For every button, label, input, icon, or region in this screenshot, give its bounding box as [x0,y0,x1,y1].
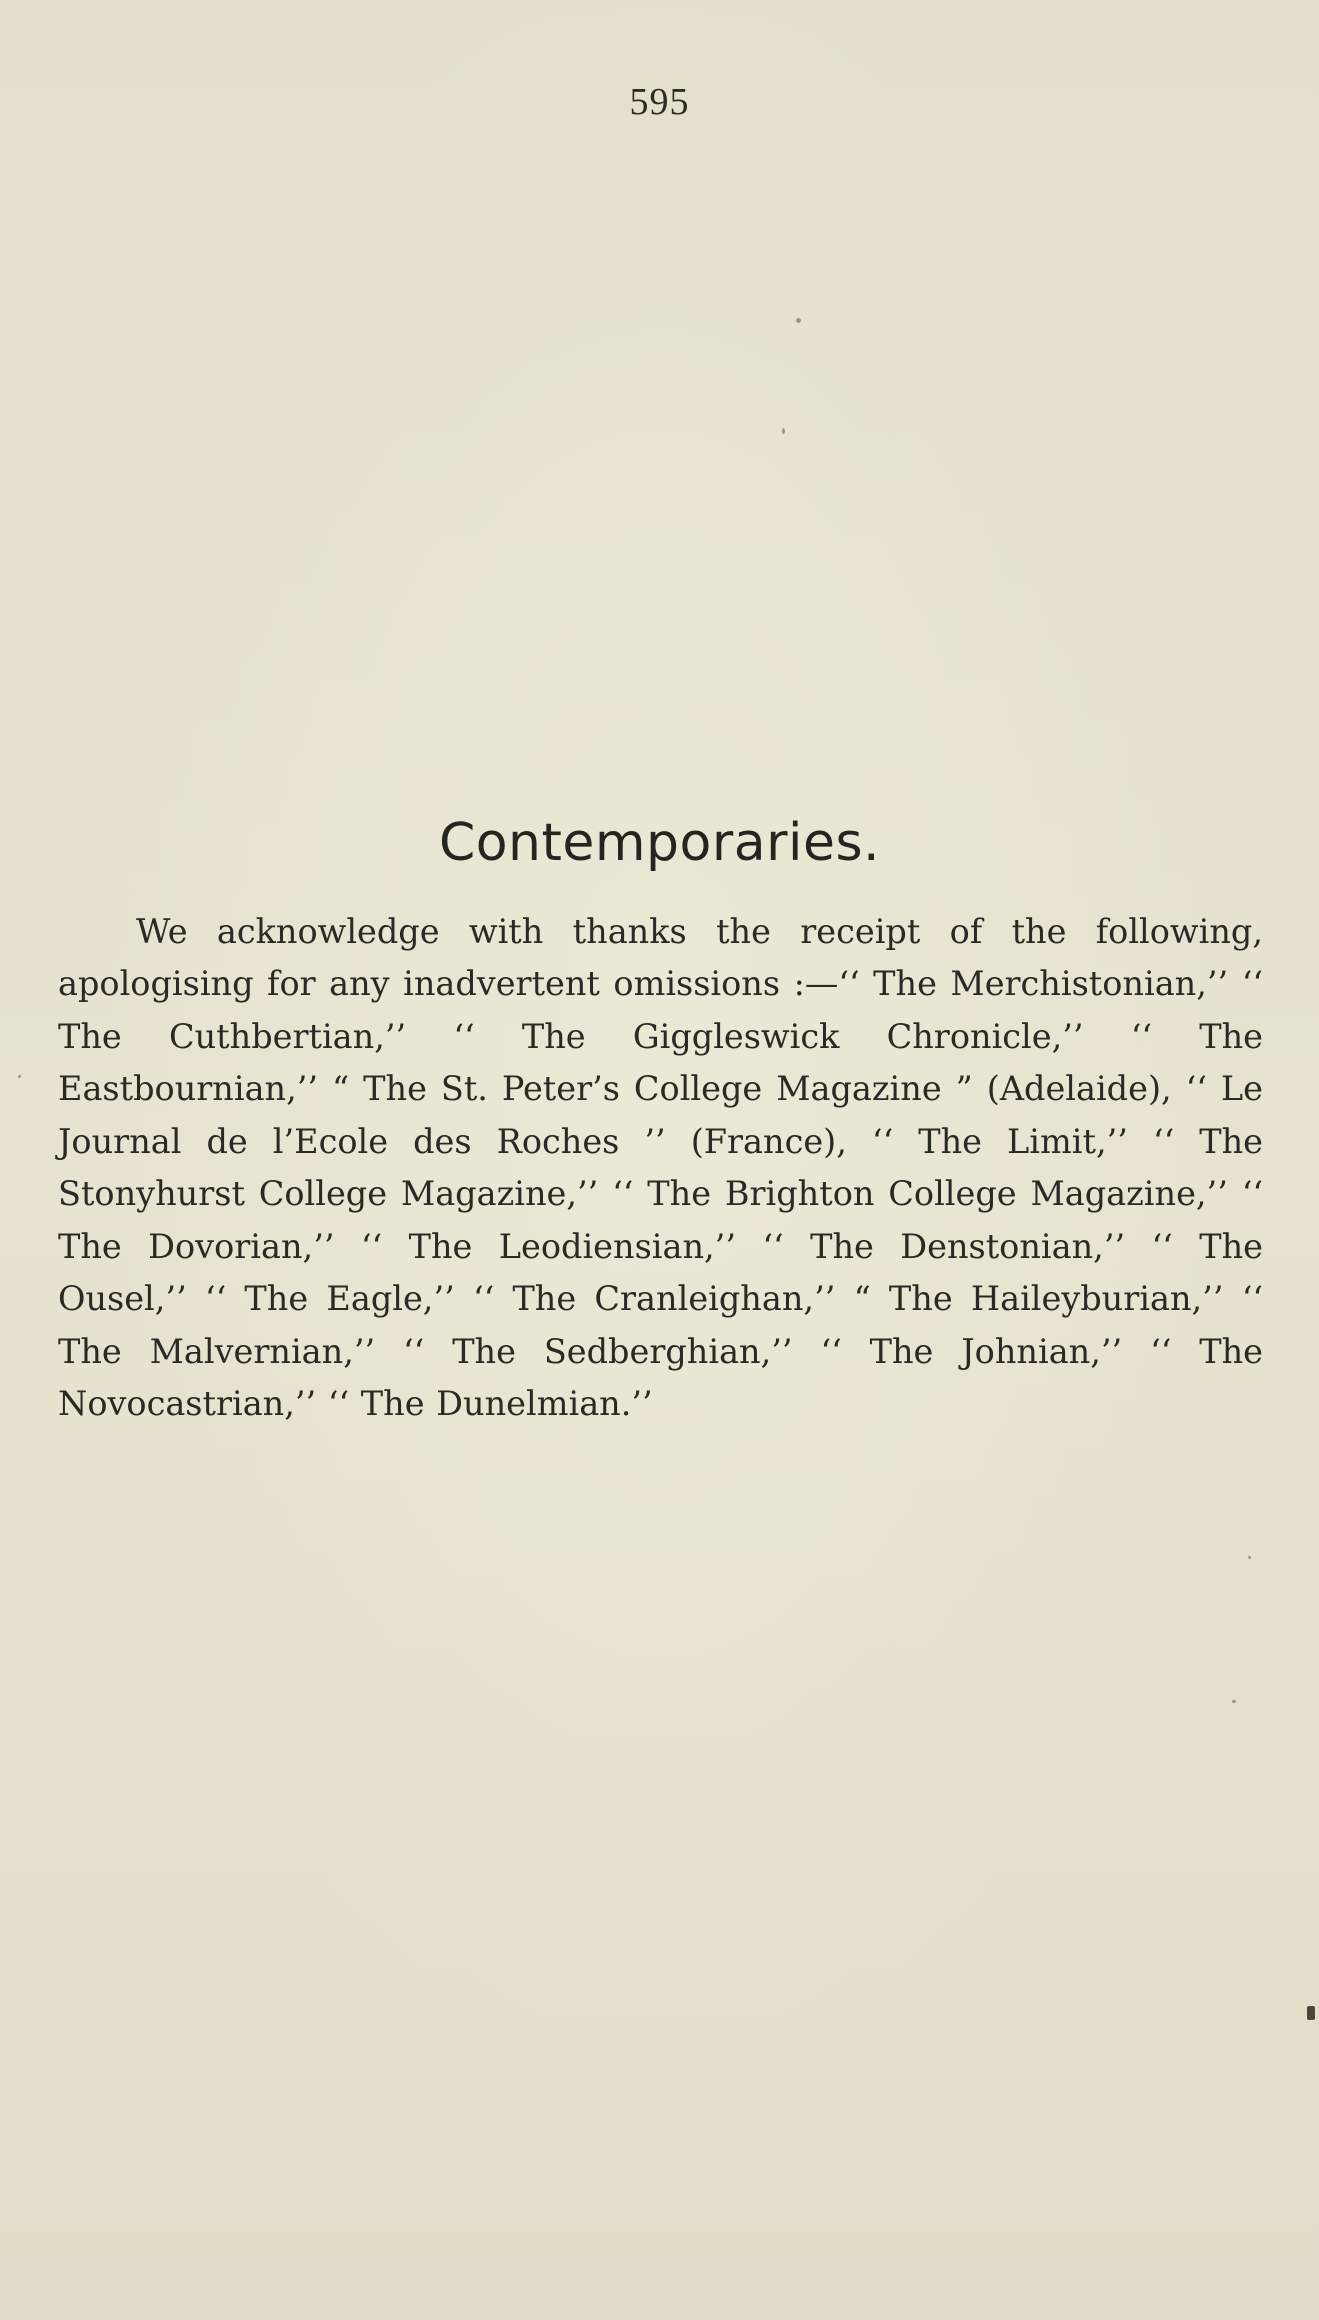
paper-speck [1248,1556,1251,1559]
body-paragraph: We acknowledge with thanks the receipt of the following, apologising for any inadvertent omissions :—‘‘ The Merchistonian,’’ ‘‘ The Cuthbertian,’’ ‘‘ The Giggleswick Chronicle,’’ ‘‘ The Eastbournian,’’ “ The St. Peter’s College Magazine ” (Adelaide), ‘‘ Le Journal de l’Ecole des Roches ’’ (France), ‘‘ The Limit,’’ ‘‘ The Stonyhurst College Magazine,’’ ‘‘ The Brighton College Magazine,’’ ‘‘ The Dovorian,’’ ‘‘ The Leodiensian,’’ ‘‘ The Denstonian,’’ ‘‘ The Ousel,’’ ‘‘ The Eagle,’’ ‘‘ The Cranleighan,’’ “ The Haileyburian,’’ ‘‘ The Malvernian,’’ ‘‘ The Sedberghian,’’ ‘‘ The Johnian,’’ ‘‘ The Novocastrian,’’ ‘‘ The Dunelmian.’’ [58,911,1263,1423]
paper-speck [796,318,801,323]
edge-mark [1307,2006,1315,2020]
paper-speck [782,428,785,434]
page-number: 595 [629,81,690,123]
paper-speck [1232,1700,1236,1703]
page-title: Contemporaries. [438,812,881,873]
paper-speck [18,1075,21,1078]
